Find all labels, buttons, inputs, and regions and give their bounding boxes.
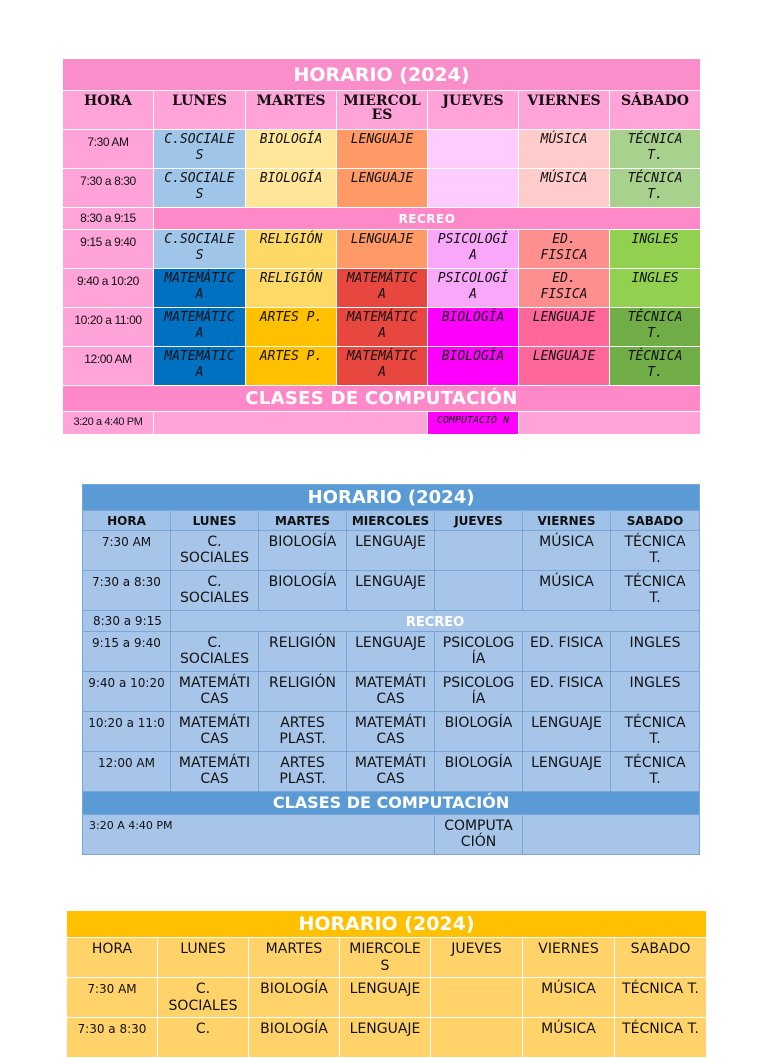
column-header: VIERNES: [519, 91, 610, 130]
table-cell: LENGUAJE: [523, 712, 611, 752]
table-cell: INGLES: [610, 269, 701, 308]
table-title: HORARIO (2024): [67, 911, 707, 938]
table-cell: C. SOCIALES: [171, 571, 259, 611]
table-cell: MATEMÁTIC A: [154, 308, 246, 347]
table-row: [63, 230, 701, 269]
table-cell: C. SOCIALES: [158, 978, 249, 1018]
table-cell: BIOLOGÍA: [259, 531, 347, 571]
table-row: [83, 571, 700, 611]
row-time: 12:00 AM: [63, 347, 154, 386]
column-header: LUNES: [154, 91, 246, 130]
column-header: MARTES: [259, 511, 347, 531]
recreo-label: RECREO: [154, 208, 701, 230]
row-time: 7:30 a 8:30: [83, 571, 171, 611]
table-cell: PSICOLOGÍ A: [428, 269, 519, 308]
column-header: MIERCOLES: [347, 511, 435, 531]
table-cell: BIOLOGÍA: [249, 978, 340, 1018]
computacion-title: CLASES DE COMPUTACIÓN: [63, 386, 701, 412]
table-cell: PSICOLOG ÍA: [435, 672, 523, 712]
table-cell: COMPUTACIÓ N: [428, 412, 519, 435]
table-cell: TÉCNICA T.: [611, 752, 700, 792]
row-time: 8:30 a 9:15: [63, 208, 154, 230]
row-time: 10:20 a 11:0: [83, 712, 171, 752]
table-cell: TÉCNICA T.: [610, 130, 701, 169]
column-header: JUEVES: [431, 938, 523, 978]
table-title: HORARIO (2024): [63, 59, 701, 91]
table-cell: [431, 978, 523, 1018]
row-time: 9:40 a 10:20: [63, 269, 154, 308]
row-time: 10:20 a 11:00: [63, 308, 154, 347]
column-header: MARTES: [246, 91, 337, 130]
table-cell: INGLES: [610, 230, 701, 269]
table-cell: LENGUAJE: [337, 130, 428, 169]
table-cell: PSICOLOGÍ A: [428, 230, 519, 269]
table-cell: C. SOCIALES: [171, 531, 259, 571]
schedule-table-pink: [62, 58, 701, 435]
table-cell: BIOLOGÍA: [246, 130, 337, 169]
table-row: [67, 978, 707, 1018]
table-cell: C.SOCIALE S: [154, 169, 246, 208]
table-cell: ED. FISICA: [519, 230, 610, 269]
table-cell: MATEMÁTI CAS: [171, 752, 259, 792]
table-row: [63, 169, 701, 208]
row-time: 9:15 a 9:40: [83, 632, 171, 672]
table-row: [63, 347, 701, 386]
column-header: LUNES: [171, 511, 259, 531]
column-header: SÁBADO: [610, 91, 701, 130]
column-header: MARTES: [249, 938, 340, 978]
table-row: [83, 712, 700, 752]
schedule-table-blue: [82, 484, 700, 855]
table-cell: [519, 412, 701, 435]
table-cell: MATEMÁTI CAS: [171, 712, 259, 752]
table-cell: MATEMÁTI CAS: [347, 672, 435, 712]
table-cell: MÚSICA: [519, 169, 610, 208]
row-time: 3:20 A 4:40 PM: [83, 815, 435, 855]
table-cell: MATEMÁTIC A: [337, 308, 428, 347]
row-time: 9:40 a 10:20: [83, 672, 171, 712]
table-cell: TÉCNICA T.: [615, 978, 707, 1018]
table-cell: [428, 130, 519, 169]
column-header: HORA: [83, 511, 171, 531]
row-time: 9:15 a 9:40: [63, 230, 154, 269]
table-cell: BIOLOGÍA: [435, 752, 523, 792]
table-row: [63, 308, 701, 347]
table-row: [83, 531, 700, 571]
table-row: [63, 130, 701, 169]
table-cell: PSICOLOG ÍA: [435, 632, 523, 672]
table-cell: RELIGIÓN: [259, 632, 347, 672]
table-cell: RELIGIÓN: [259, 672, 347, 712]
table-cell: ARTES P.: [246, 347, 337, 386]
table-cell: INGLES: [611, 632, 700, 672]
column-header: MIERCOL ES: [337, 91, 428, 130]
row-time: 3:20 a 4:40 PM: [63, 412, 154, 435]
table-row: [83, 752, 700, 792]
table-cell: LENGUAJE: [519, 308, 610, 347]
table-cell: MÚSICA: [523, 571, 611, 611]
table-row: [83, 672, 700, 712]
table-cell: TÉCNICA T.: [610, 347, 701, 386]
table-cell: LENGUAJE: [337, 230, 428, 269]
table-cell: MÚSICA: [523, 531, 611, 571]
column-header: HORA: [63, 91, 154, 130]
table-cell: MATEMÁTIC A: [154, 347, 246, 386]
table-cell: C.: [158, 1018, 249, 1058]
table-cell: BIOLOGÍA: [435, 712, 523, 752]
table-cell: LENGUAJE: [347, 632, 435, 672]
recreo-label: RECREO: [171, 611, 700, 632]
table-cell: [523, 815, 700, 855]
row-time: 8:30 a 9:15: [83, 611, 171, 632]
table-cell: C.SOCIALE S: [154, 230, 246, 269]
table-cell: LENGUAJE: [337, 169, 428, 208]
table-cell: ED. FISICA: [523, 672, 611, 712]
table-cell: BIOLOGÍA: [249, 1018, 340, 1058]
table-cell: [435, 571, 523, 611]
table-cell: [154, 412, 428, 435]
table-cell: MÚSICA: [523, 978, 615, 1018]
table-cell: TÉCNICA T.: [610, 169, 701, 208]
schedule-table-yellow: [66, 910, 707, 1058]
table-cell: MATEMÁTIC A: [154, 269, 246, 308]
column-header: SABADO: [615, 938, 707, 978]
table-cell: BIOLOGÍA: [246, 169, 337, 208]
table-cell: TÉCNICA T.: [611, 571, 700, 611]
table-cell: LENGUAJE: [347, 531, 435, 571]
table-cell: ARTES PLAST.: [259, 712, 347, 752]
table-cell: MÚSICA: [523, 1018, 615, 1058]
table-cell: RELIGIÓN: [246, 269, 337, 308]
table-cell: LENGUAJE: [340, 978, 431, 1018]
table-cell: RELIGIÓN: [246, 230, 337, 269]
column-header: JUEVES: [428, 91, 519, 130]
row-time: 7:30 a 8:30: [63, 169, 154, 208]
row-time: 7:30 AM: [83, 531, 171, 571]
table-row: [63, 269, 701, 308]
column-header: VIERNES: [523, 938, 615, 978]
table-cell: ED. FISICA: [519, 269, 610, 308]
row-time: 7:30 a 8:30: [67, 1018, 158, 1058]
table-cell: MATEMÁTIC A: [337, 269, 428, 308]
table-cell: BIOLOGÍA: [428, 347, 519, 386]
table-cell: ARTES P.: [246, 308, 337, 347]
table-cell: MÚSICA: [519, 130, 610, 169]
table-cell: LENGUAJE: [340, 1018, 431, 1058]
row-time: 7:30 AM: [63, 130, 154, 169]
table-row: [83, 632, 700, 672]
table-cell: LENGUAJE: [523, 752, 611, 792]
table-cell: MATEMÁTI CAS: [347, 712, 435, 752]
row-time: 12:00 AM: [83, 752, 171, 792]
table-cell: BIOLOGÍA: [259, 571, 347, 611]
table-cell: C.SOCIALE S: [154, 130, 246, 169]
table-title: HORARIO (2024): [83, 485, 700, 511]
table-cell: TÉCNICA T.: [611, 712, 700, 752]
column-header: MIERCOLE S: [340, 938, 431, 978]
table-cell: [428, 169, 519, 208]
table-cell: ED. FISICA: [523, 632, 611, 672]
table-cell: MATEMÁTI CAS: [347, 752, 435, 792]
table-cell: ARTES PLAST.: [259, 752, 347, 792]
column-header: LUNES: [158, 938, 249, 978]
table-cell: TÉCNICA T.: [611, 531, 700, 571]
table-cell: LENGUAJE: [347, 571, 435, 611]
table-cell: MATEMÁTI CAS: [171, 672, 259, 712]
table-cell: TÉCNICA T.: [615, 1018, 707, 1058]
computacion-title: CLASES DE COMPUTACIÓN: [83, 792, 700, 815]
column-header: JUEVES: [435, 511, 523, 531]
table-cell: C. SOCIALES: [171, 632, 259, 672]
column-header: HORA: [67, 938, 158, 978]
table-cell: BIOLOGÍA: [428, 308, 519, 347]
column-header: SABADO: [611, 511, 700, 531]
table-cell: [435, 531, 523, 571]
table-cell: TÉCNICA T.: [610, 308, 701, 347]
table-cell: COMPUTA CIÓN: [435, 815, 523, 855]
column-header: VIERNES: [523, 511, 611, 531]
row-time: 7:30 AM: [67, 978, 158, 1018]
table-cell: INGLES: [611, 672, 700, 712]
table-cell: LENGUAJE: [519, 347, 610, 386]
table-cell: MATEMÁTIC A: [337, 347, 428, 386]
